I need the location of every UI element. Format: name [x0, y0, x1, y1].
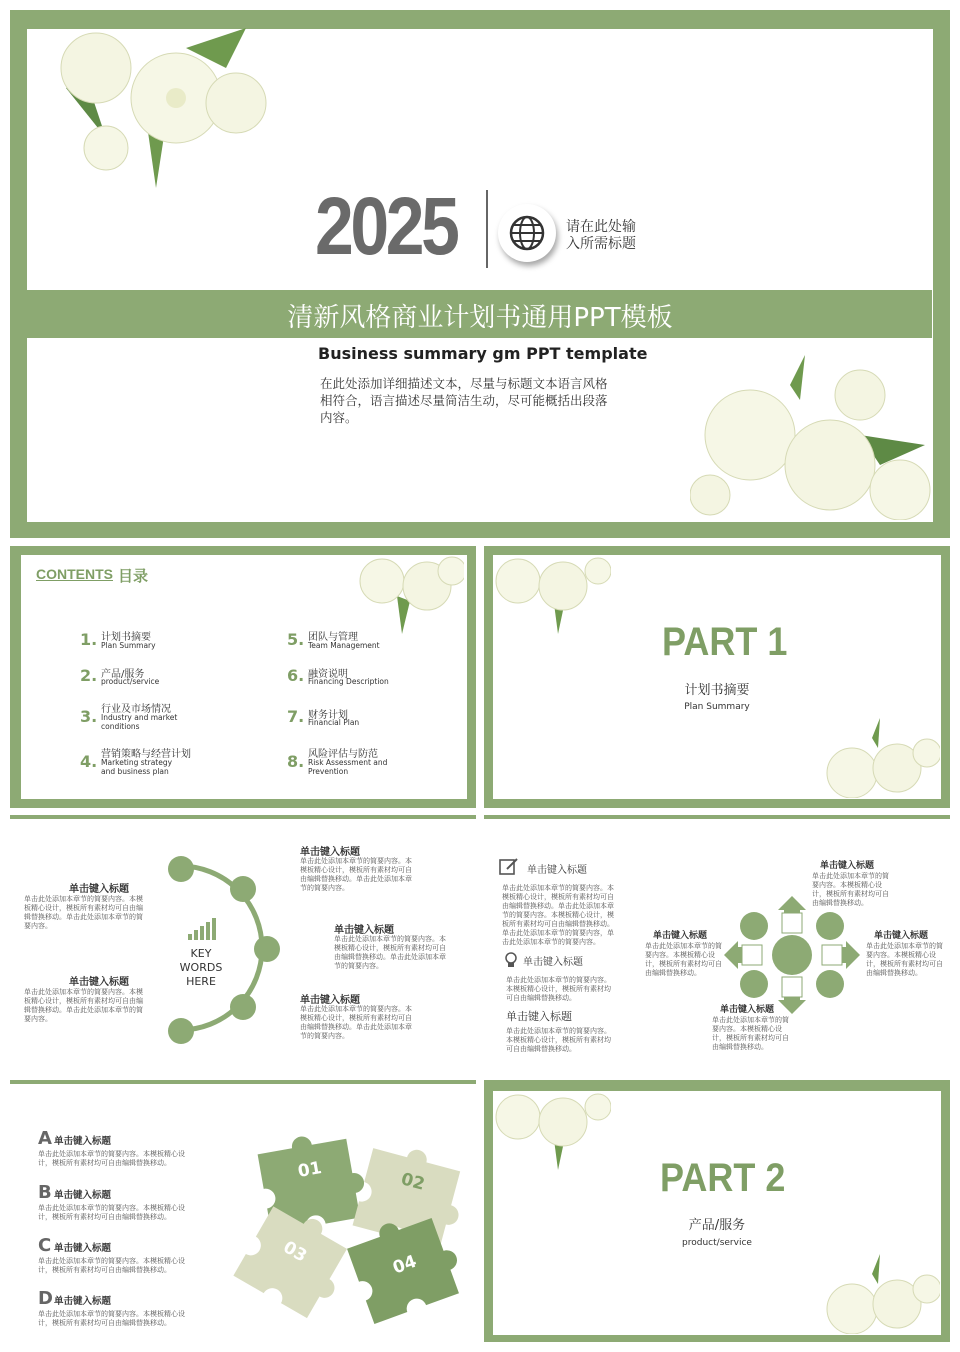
puzzle-heading: 单击键入标题	[54, 1296, 112, 1307]
keywords-node	[168, 1018, 194, 1044]
puzzle-body: 单击此处添加本章节的简要内容。本模板精心设计，模板所有素材均可自由编辑替换移动。	[38, 1150, 185, 1167]
divider-line	[486, 190, 488, 268]
contents-item-cn: 团队与管理	[308, 632, 358, 643]
diamond-heading-bottom: 单击键入标题	[720, 1005, 775, 1015]
diamond-left-body2: 单击此处添加本章节的简要内容。本模板精心设计，模板所有素材均可自由编辑替换移动。	[506, 976, 611, 1002]
side-title-line1: 请在此处输	[566, 219, 636, 235]
diamond-body-top: 单击此处添加本章节的简要内容。本模板精心设计，模板所有素材均可自由编辑替换移动。	[812, 872, 889, 907]
keywords-node	[254, 936, 280, 962]
contents-item-en2: conditions	[101, 722, 140, 731]
diamond-left-heading3: 单击键入标题	[506, 1010, 572, 1023]
contents-item-en: Plan Summary	[101, 641, 156, 650]
contents-item-cn: 计划书摘要	[101, 632, 151, 643]
keywords-heading: 单击键入标题	[69, 884, 129, 895]
globe-badge	[498, 204, 556, 262]
desc-line3: 内容。	[320, 410, 358, 425]
contents-num: 7.	[287, 707, 305, 726]
contents-item-en: product/service	[101, 677, 160, 686]
puzzle-piece-label: 02	[398, 1169, 427, 1195]
contents-item-en2: Prevention	[308, 767, 349, 776]
slide1-subtitle: Business summary gm PPT template	[318, 344, 648, 363]
diamond-heading-right: 单击键入标题	[874, 931, 929, 941]
diamond-left-body: 单击此处添加本章节的简要内容。本模板精心设计，模板所有素材均可自由编辑替换移动。单击此处添加本章节的简要内容。本模板精心设计，模板所有素材均可自由编辑替换移动。单击此处添加本章节的简要内容，单击此处添加本章节的简要内容。	[502, 884, 614, 946]
puzzle-letter: A	[38, 1128, 52, 1149]
diamond-body-bottom: 单击此处添加本章节的简要内容。本模板精心设计，模板所有素材均可自由编辑替换移动。	[712, 1016, 789, 1051]
diamond-left-heading: 单击键入标题	[527, 865, 587, 876]
keywords-heading: 单击键入标题	[300, 847, 360, 858]
puzzle-heading: 单击键入标题	[54, 1190, 112, 1201]
contents-item-en: Team Management	[308, 641, 380, 650]
puzzle-letter: B	[38, 1182, 52, 1203]
diamond-body-right: 单击此处添加本章节的简要内容。本模板精心设计，模板所有素材均可自由编辑替换移动。	[866, 942, 943, 977]
keywords-node	[168, 856, 194, 882]
keywords-heading: 单击键入标题	[334, 925, 394, 936]
puzzle-body: 单击此处添加本章节的简要内容。本模板精心设计，模板所有素材均可自由编辑替换移动。	[38, 1204, 185, 1221]
keywords-center: KEY	[190, 947, 212, 960]
banner-text: 清新风格商业计划书通用PPT模板	[287, 303, 673, 333]
year-title: 2025	[315, 181, 457, 272]
diamond-left-heading2: 单击键入标题	[523, 957, 583, 968]
separator	[10, 1080, 476, 1084]
puzzle-letter: D	[38, 1288, 53, 1309]
flower-decoration	[822, 1254, 940, 1334]
flower-decoration	[352, 556, 464, 634]
puzzle-heading: 单击键入标题	[54, 1136, 112, 1147]
flower-decoration	[26, 28, 276, 193]
keywords-body: 单击此处添加本章节的简要内容。本模板精心设计，模板所有素材均可自由编辑替换移动。单击此处添加本章节的简要内容。	[300, 1005, 412, 1040]
contents-item-cn: 营销策略与经营计划	[101, 749, 191, 760]
keywords-heading: 单击键入标题	[300, 995, 360, 1006]
contents-heading: CONTENTS	[36, 566, 113, 582]
keywords-body: 单击此处添加本章节的简要内容。本模板精心设计，模板所有素材均可自由编辑替换移动。单击此处添加本章节的简要内容。	[334, 935, 446, 970]
separator	[10, 815, 476, 819]
keywords-body: 单击此处添加本章节的简要内容。本模板精心设计，模板所有素材均可自由编辑替换移动。单击此处添加本章节的简要内容。	[24, 895, 143, 930]
contents-item-cn: 财务计划	[308, 710, 348, 721]
diamond-left-body3: 单击此处添加本章节的简要内容。本模板精心设计，模板所有素材均可自由编辑替换移动。	[506, 1027, 611, 1053]
puzzle-heading: 单击键入标题	[54, 1243, 112, 1254]
contents-item-en: Industry and market	[101, 713, 178, 722]
diamond-heading-top: 单击键入标题	[820, 861, 875, 871]
contents-num: 8.	[287, 752, 305, 771]
contents-heading-cn: 目录	[118, 567, 149, 585]
contents-item-cn: 融资说明	[308, 669, 348, 680]
contents-num: 2.	[80, 666, 98, 685]
part2-cn: 产品/服务	[688, 1218, 746, 1233]
diamond-diagram	[724, 896, 860, 1014]
puzzle-piece-label: 03	[279, 1237, 311, 1267]
contents-item-en: Marketing strategy	[101, 758, 173, 767]
puzzle-graphic	[228, 1126, 474, 1326]
puzzle-piece-label: 04	[390, 1251, 420, 1279]
contents-num: 5.	[287, 630, 305, 649]
contents-item-en: Financing Description	[308, 677, 389, 686]
puzzle-body: 单击此处添加本章节的简要内容。本模板精心设计，模板所有素材均可自由编辑替换移动。	[38, 1257, 185, 1274]
contents-item-en: Financial Plan	[308, 718, 360, 727]
flower-decoration	[822, 718, 940, 798]
edit-icon	[498, 856, 520, 878]
contents-item-cn: 风险评估与防范	[308, 749, 378, 760]
flower-decoration	[493, 1092, 611, 1170]
contents-num: 1.	[80, 630, 98, 649]
contents-item-en2: and business plan	[101, 767, 169, 776]
part1-cn: 计划书摘要	[684, 683, 750, 698]
globe-icon	[498, 204, 556, 262]
keywords-body: 单击此处添加本章节的简要内容。本模板精心设计，模板所有素材均可自由编辑替换移动。单击此处添加本章节的简要内容。	[300, 857, 412, 892]
contents-num: 4.	[80, 752, 98, 771]
puzzle-body: 单击此处添加本章节的简要内容。本模板精心设计，模板所有素材均可自由编辑替换移动。	[38, 1310, 185, 1327]
flower-decoration	[493, 556, 611, 634]
side-title-line2: 入所需标题	[566, 236, 636, 252]
bulb-icon	[502, 951, 520, 969]
part2-title: PART 2	[660, 1156, 786, 1200]
contents-item-cn: 行业及市场情况	[101, 704, 171, 715]
keywords-center: WORDS	[179, 961, 223, 974]
diamond-body-left: 单击此处添加本章节的简要内容。本模板精心设计，模板所有素材均可自由编辑替换移动。	[645, 942, 722, 977]
part1-title: PART 1	[662, 620, 788, 664]
part1-en: Plan Summary	[684, 702, 750, 712]
contents-item-en: Risk Assessment and	[308, 758, 388, 767]
keywords-heading: 单击键入标题	[69, 977, 129, 988]
part2-en: product/service	[682, 1238, 752, 1248]
contents-item-cn: 产品/服务	[101, 669, 145, 680]
contents-num: 6.	[287, 666, 305, 685]
flower-decoration	[690, 355, 932, 520]
keywords-body: 单击此处添加本章节的简要内容。本模板精心设计，模板所有素材均可自由编辑替换移动。单击此处添加本章节的简要内容。	[24, 988, 143, 1023]
keywords-center: HERE	[186, 975, 216, 988]
puzzle-letter: C	[38, 1235, 52, 1256]
bar-chart-icon	[188, 918, 216, 940]
puzzle-piece-label: 01	[296, 1158, 324, 1182]
contents-num: 3.	[80, 707, 98, 726]
desc-line2: 相符合，语言描述尽量简洁生动，尽可能概括出段落	[320, 393, 608, 408]
diamond-heading-left: 单击键入标题	[653, 931, 708, 941]
desc-line1: 在此处添加详细描述文本，尽量与标题文本语言风格	[320, 376, 608, 391]
separator	[484, 815, 950, 819]
keywords-node	[230, 994, 256, 1020]
keywords-node	[230, 876, 256, 902]
